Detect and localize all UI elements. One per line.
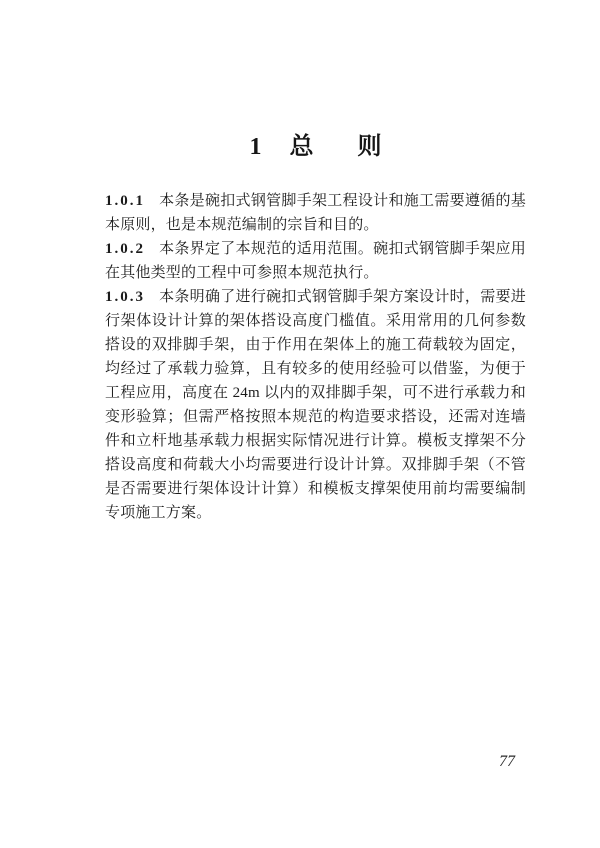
clause-list [105, 189, 526, 525]
clause-number: 1.0.3 [105, 289, 145, 305]
chapter-title-word-2: 则 [357, 134, 382, 160]
clause-1-0-2 [105, 237, 526, 285]
clause-text: 本条明确了进行碗扣式钢管脚手架方案设计时，需要进行架体设计计算的架体搭设高度门槛值。采用常用的几何参数搭设的双排脚手架，由于作用在架体上的施工荷载较为固定，均经过了承载力验算，且有较多的使用经验可以借鉴，为便于工程应用，高度在 24m 以内的双排脚手架，可不进行承载力和变形验算；但需严格按照本规范的构造要求搭设，还需对连墙件和立杆地基承载力根据实际情况进行计算。模板支撑架不分搭设高度和荷载大小均需要进行设计计算。双排脚手架（不管是否需要进行架体设计计算）和模板支撑架使用前均需要编制专项施工方案。 [105, 289, 526, 521]
clause-text: 本条界定了本规范的适用范围。碗扣式钢管脚手架应用在其他类型的工程中可参照本规范执行。 [105, 241, 526, 281]
clause-number: 1.0.1 [105, 193, 145, 209]
clause-1-0-3 [105, 285, 526, 525]
page-number: 77 [499, 753, 515, 770]
chapter-title-word-1: 总 [289, 134, 314, 160]
clause-number: 1.0.2 [105, 241, 145, 257]
clause-1-0-1 [105, 189, 526, 237]
clause-text: 本条是碗扣式钢管脚手架工程设计和施工需要遵循的基本原则，也是本规范编制的宗旨和目的。 [105, 193, 526, 233]
chapter-number: 1 [249, 134, 262, 160]
chapter-title [105, 126, 526, 161]
